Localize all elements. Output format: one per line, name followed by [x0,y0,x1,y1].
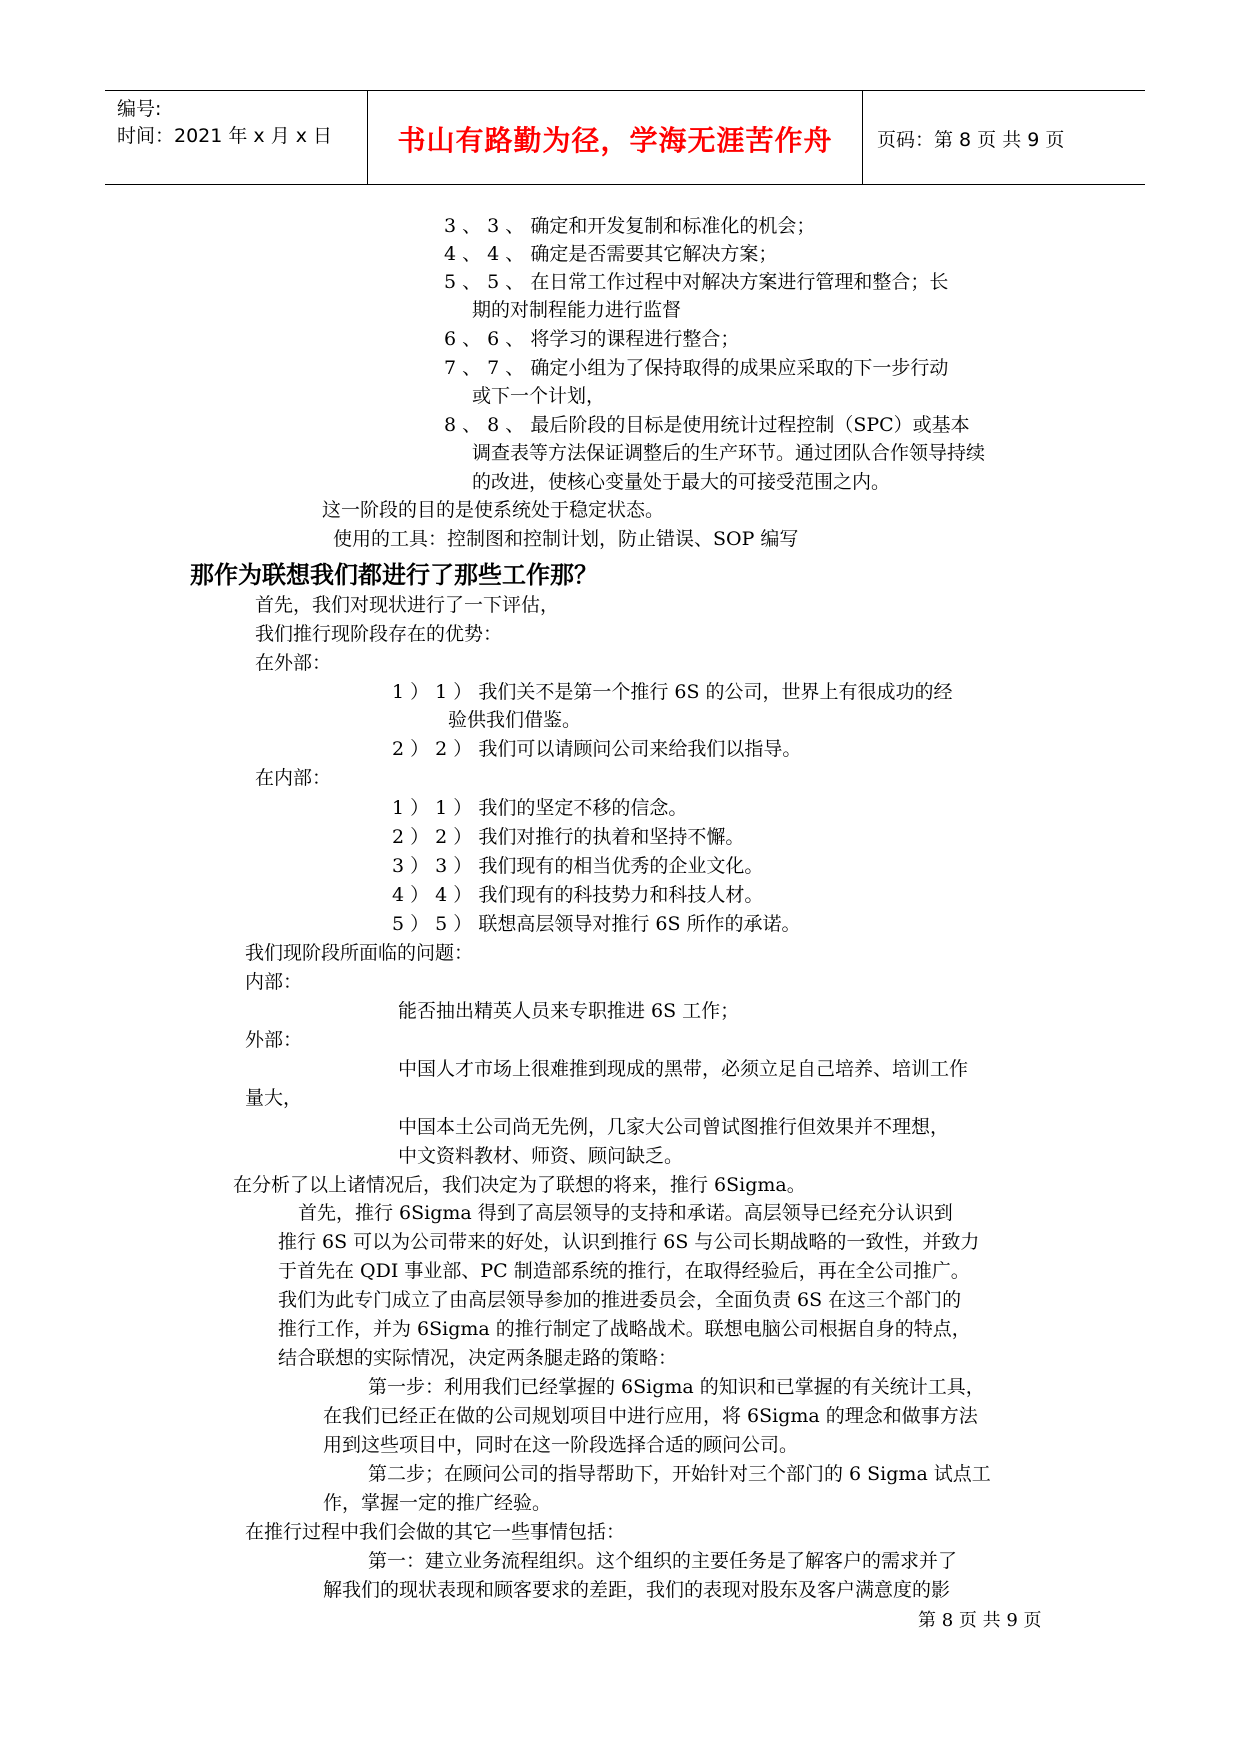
paragraph-line: 用到这些项目中，同时在这一阶段选择合适的顾问公司。 [323,1434,799,1456]
paragraph-line: 第一：建立业务流程组织。这个组织的主要任务是了解客户的需求并了 [368,1550,958,1572]
step-item-continuation: 或下一个计划， [472,385,606,407]
date-label: 时间：2021 年 x 月 x 日 [117,125,333,147]
internal-item: 2 ） 2 ） 我们对推行的执着和坚持不懈。 [392,826,745,848]
paragraph-line: 第一步：利用我们已经掌握的 6Sigma 的知识和已掌握的有关统计工具， [368,1376,985,1398]
paragraph-line: 作，掌握一定的推广经验。 [323,1492,552,1514]
paragraph-line: 在我们已经正在做的公司规划项目中进行应用，将 6Sigma 的理念和做事方法 [323,1405,978,1427]
step-item: 3 、 3 、 确定和开发复制和标准化的机会； [444,215,816,237]
header-table [105,90,1145,185]
step-item-continuation: 调查表等方法保证调整后的生产环节。通过团队合作领导持续 [472,442,986,464]
paragraph-line: 结合联想的实际情况，决定两条腿走路的策略： [278,1347,678,1369]
document-number-label: 编号: [117,98,162,120]
internal-item: 3 ） 3 ） 我们现有的相当优秀的企业文化。 [392,855,764,877]
header-page-number: 页码：第 8 页 共 9 页 [877,129,1065,151]
step-item: 4 、 4 、 确定是否需要其它解决方案； [444,243,778,265]
section-heading: 那作为联想我们都进行了那些工作那？ [190,561,598,589]
stage-purpose: 这一阶段的目的是使系统处于稳定状态。 [322,499,665,521]
step-item: 8 、 8 、 最后阶段的目标是使用统计过程控制（SPC）或基本 [444,414,970,436]
paragraph-line: 在推行过程中我们会做的其它一些事情包括： [245,1521,626,1543]
problems-label: 我们现阶段所面临的问题： [245,942,474,964]
outer-problem: 中国人才市场上很难推到现成的黑带，必须立足自己培养、培训工作 [398,1058,969,1080]
inner-problem: 能否抽出精英人员来专职推进 6S 工作； [398,1000,740,1022]
paragraph-line: 首先，我们对现状进行了一下评估， [255,594,560,616]
outer-problem: 中文资料教材、师资、顾问缺乏。 [398,1145,684,1167]
tools-line: 使用的工具：控制图和控制计划，防止错误、SOP 编写 [333,528,799,550]
header-right-cell [863,91,1145,184]
paragraph-line: 我们为此专门成立了由高层领导参加的推进委员会，全面负责 6S 在这三个部门的 [278,1289,962,1311]
header-left-cell [105,91,368,184]
external-item: 1 ） 1 ） 我们关不是第一个推行 6S 的公司，世界上有很成功的经 [392,681,953,703]
step-item-continuation: 的改进，使核心变量处于最大的可接受范围之内。 [472,471,891,493]
paragraph-line: 我们推行现阶段存在的优势： [255,623,503,645]
paragraph-line: 推行 6S 可以为公司带来的好处，认识到推行 6S 与公司长期战略的一致性，并致力 [278,1231,980,1253]
decision-line: 在分析了以上诸情况后，我们决定为了联想的将来，推行 6Sigma。 [233,1174,806,1196]
outer-part-label: 外部： [245,1029,303,1051]
outer-problem-continuation: 量大， [245,1087,303,1109]
motto-text: 书山有路勤为径，学海无涯苦作舟 [397,124,833,157]
internal-item: 5 ） 5 ） 联想高层领导对推行 6S 所作的承诺。 [392,913,801,935]
external-label: 在外部： [255,652,332,674]
external-item-continuation: 验供我们借鉴。 [448,709,582,731]
external-item: 2 ） 2 ） 我们可以请顾问公司来给我们以指导。 [392,738,802,760]
internal-label: 在内部： [255,767,332,789]
header-center-cell [368,91,863,184]
footer-page-number: 第 8 页 共 9 页 [918,1610,1042,1631]
paragraph-line: 第二步；在顾问公司的指导帮助下，开始针对三个部门的 6 Sigma 试点工 [368,1463,991,1485]
step-item: 5 、 5 、 在日常工作过程中对解决方案进行管理和整合；长 [444,271,949,293]
inner-part-label: 内部： [245,971,303,993]
paragraph-line: 解我们的现状表现和顾客要求的差距，我们的表现对股东及客户满意度的影 [323,1579,951,1601]
outer-problem: 中国本土公司尚无先例，几家大公司曾试图推行但效果并不理想， [398,1116,950,1138]
internal-item: 1 ） 1 ） 我们的坚定不移的信念。 [392,797,688,819]
step-item: 7 、 7 、 确定小组为了保持取得的成果应采取的下一步行动 [444,357,949,379]
internal-item: 4 ） 4 ） 我们现有的科技势力和科技人材。 [392,884,764,906]
paragraph-line: 于首先在 QDI 事业部、PC 制造部系统的推行，在取得经验后，再在全公司推广。 [278,1260,970,1282]
paragraph-line: 推行工作，并为 6Sigma 的推行制定了战略战术。联想电脑公司根据自身的特点， [278,1318,971,1340]
paragraph-line: 首先，推行 6Sigma 得到了高层领导的支持和承诺。高层领导已经充分认识到 [298,1202,953,1224]
step-item: 6 、 6 、 将学习的课程进行整合； [444,328,740,350]
step-item-continuation: 期的对制程能力进行监督 [472,299,682,321]
